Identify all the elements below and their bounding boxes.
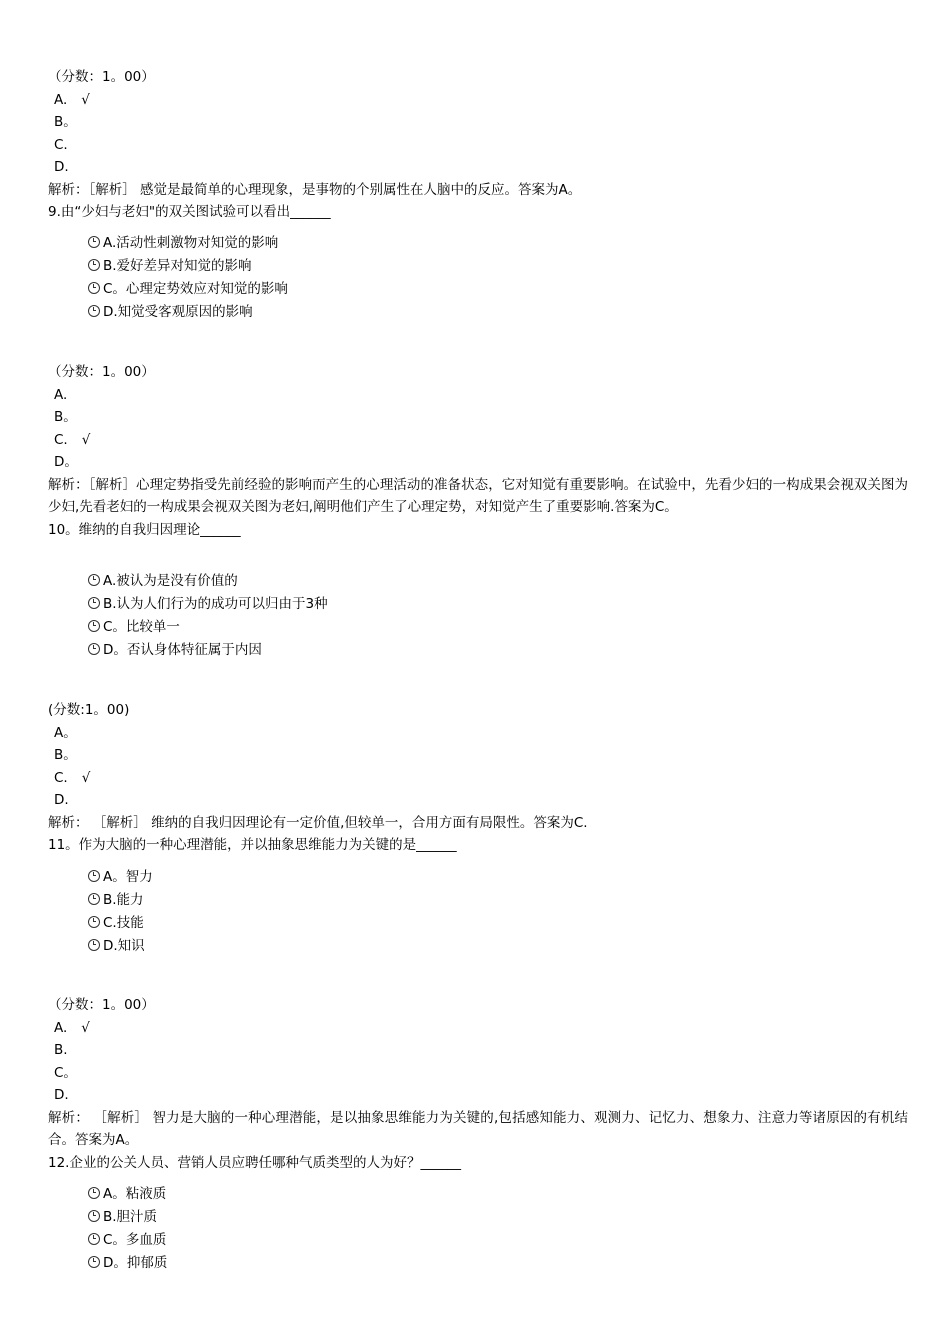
question-9: 9.由“少妇与老妇"的双关图试验可以看出______ [48,204,331,220]
option-b[interactable]: B.认为人们行为的成功可以归由于3种 [88,593,688,616]
answer-b: B. [54,1042,68,1058]
score-label: （分数：1。00） [48,997,155,1013]
radio-icon[interactable] [88,1256,100,1268]
question-10: 10。维纳的自我归因理论______ [48,521,241,538]
answer-c: C. √ [54,431,91,448]
radio-icon[interactable] [88,1233,100,1245]
answer-c: C。 [54,1064,77,1081]
option-b[interactable]: B.胆汁质 [88,1206,688,1229]
option-d[interactable]: D。否认身体特征属于内因 [88,639,688,662]
option-d[interactable]: D。抑郁质 [88,1252,688,1275]
radio-icon[interactable] [88,893,100,905]
q10-options [88,570,688,662]
answer-c: C. √ [54,769,91,786]
q8-result [48,66,908,224]
answer-a: A。 [54,724,77,741]
radio-icon[interactable] [88,259,100,271]
answer-d: D。 [54,454,78,470]
radio-icon[interactable] [88,1187,100,1199]
radio-icon[interactable] [88,574,100,586]
explanation: 解析：［解析］心理定势指受先前经验的影响而产生的心理活动的准备状态，它对知觉有重要影响。在试验中，先看少妇的一构成果会视双关图为少妇,先看老妇的一构成果会视双关图为老妇,阐明他们产生了心理定势，对知觉产生了重要影响.答案为C。 [48,476,908,515]
answer-d: D. [54,792,69,808]
radio-icon[interactable] [88,236,100,248]
answer-a: A. √ [54,1019,90,1036]
option-d[interactable]: D.知觉受客观原因的影响 [88,301,688,324]
option-a[interactable]: A。智力 [88,866,688,889]
answer-a: A. √ [54,91,90,108]
radio-icon[interactable] [88,939,100,951]
check-mark-icon: √ [81,769,91,786]
q10-result [48,699,908,857]
option-a[interactable]: A.活动性刺激物对知觉的影响 [88,232,688,255]
question-11: 11。作为大脑的一种心理潜能，并以抽象思维能力为关键的是______ [48,837,457,853]
radio-icon[interactable] [88,305,100,317]
check-mark-icon: √ [81,431,91,448]
answer-b: B。 [54,114,77,130]
q9-options [88,232,688,324]
explanation: 解析： ［解析］ 智力是大脑的一种心理潜能，是以抽象思维能力为关键的,包括感知能力、观测力、记忆力、想象力、注意力等诸原因的有机结合。答案为A。 [48,1109,908,1148]
answer-d: D. [54,159,69,175]
option-d[interactable]: D.知识 [88,935,688,958]
option-c[interactable]: C。心理定势效应对知觉的影响 [88,278,688,301]
option-c[interactable]: C.技能 [88,912,688,935]
score-label: （分数：1。00） [48,364,155,380]
q9-result [48,361,908,541]
radio-icon[interactable] [88,620,100,632]
option-b[interactable]: B.能力 [88,889,688,912]
answer-a: A. [54,386,68,403]
option-b[interactable]: B.爱好差异对知觉的影响 [88,255,688,278]
score-label: （分数：1。00） [48,69,155,85]
explanation: 解析：［解析］ 感觉是最简单的心理现象，是事物的个别属性在人脑中的反应。答案为A。 [48,181,582,198]
q11-options [88,866,688,958]
radio-icon[interactable] [88,643,100,655]
answer-b: B。 [54,409,77,425]
explanation: 解析： ［解析］ 维纳的自我归因理论有一定价值,但较单一，合用方面有局限性。答案为C. [48,814,588,831]
radio-icon[interactable] [88,597,100,609]
score-label: (分数:1。00) [48,702,130,718]
radio-icon[interactable] [88,916,100,928]
radio-icon[interactable] [88,282,100,294]
q11-result [48,994,908,1174]
option-c[interactable]: C。多血质 [88,1229,688,1252]
option-a[interactable]: A。粘液质 [88,1183,688,1206]
check-mark-icon: √ [81,91,90,108]
option-a[interactable]: A.被认为是没有价值的 [88,570,688,593]
radio-icon[interactable] [88,1210,100,1222]
q12-options [88,1183,688,1275]
answer-c: C. [54,136,68,153]
radio-icon[interactable] [88,870,100,882]
check-mark-icon: √ [81,1019,90,1036]
answer-d: D. [54,1087,69,1103]
answer-b: B。 [54,747,77,763]
question-12: 12.企业的公关人员、营销人员应聘任哪种气质类型的人为好？______ [48,1154,461,1171]
option-c[interactable]: C。比较单一 [88,616,688,639]
